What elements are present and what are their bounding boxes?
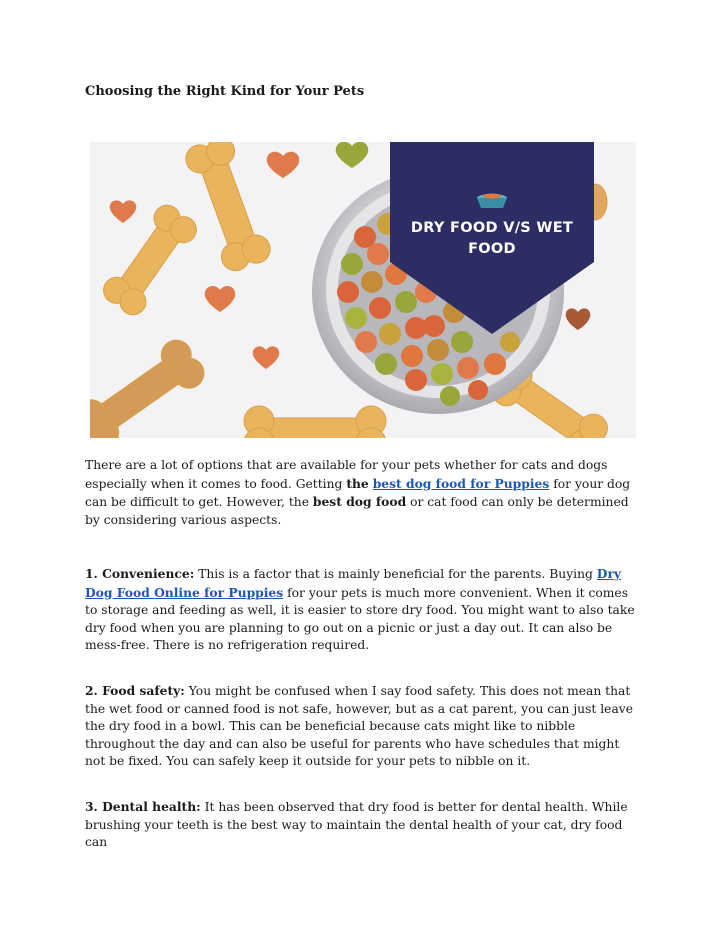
section-food-safety — [85, 682, 637, 771]
section-text: for your pets is much more convenient. When it comes to storage and feeding as well, it is easier to store dry food. You might want to also take dry food when you are planning to go out on a picnic or just a day out. It can also be mess-free. There is no refrigeration required. — [85, 585, 635, 653]
best-dog-food-link[interactable]: best dog food for Puppies — [372, 475, 550, 491]
section-title: 2. Food safety: — [85, 683, 185, 698]
intro-text: There are a lot of options that are available for your pets whether for cats and dogs especially when it comes to food. Getting — [85, 458, 608, 491]
section-title: 1. Convenience: — [85, 566, 195, 581]
intro-bold-the: the — [346, 475, 369, 491]
intro-bold-best-dog-food: best dog food — [312, 494, 407, 510]
intro-text: for your dog can be difficult to get. However, the — [85, 476, 631, 510]
banner-title-line1: DRY FOOD V/S WET — [410, 220, 574, 236]
section-text: You might be confused when I say food safety. This does not mean that the wet food or canned food is not safe, however, but as a cat parent, you can just leave the dry food in a bowl. This can be beneficial because cats might like to nibble throughout the day and can also be useful for parents who have schedules that might not be fixed. You can safely keep it outside for your pets to nibble on it. — [85, 684, 634, 769]
section-dental-health — [85, 798, 637, 852]
hero-image — [90, 142, 636, 438]
section-title: 3. Dental health: — [85, 799, 201, 814]
section-convenience — [85, 565, 637, 655]
intro-text: or cat food can only be determined by considering various aspects. — [85, 495, 629, 527]
section-text: It has been observed that dry food is better for dental health. While brushing your teeth is the best way to maintain the dental health of your cat, dry food can — [85, 800, 628, 850]
pet-bowl-icon — [477, 194, 507, 209]
section-text: This is a factor that is mainly beneficial for the parents. Buying — [194, 567, 597, 581]
page-heading: Choosing the Right Kind for Your Pets — [85, 84, 365, 99]
banner-title-line2: FOOD — [468, 241, 516, 257]
dry-dog-food-link[interactable]: Dry Dog Food Online for Puppies — [85, 566, 622, 600]
pet-food-illustration — [90, 142, 636, 438]
intro-paragraph — [85, 457, 637, 529]
